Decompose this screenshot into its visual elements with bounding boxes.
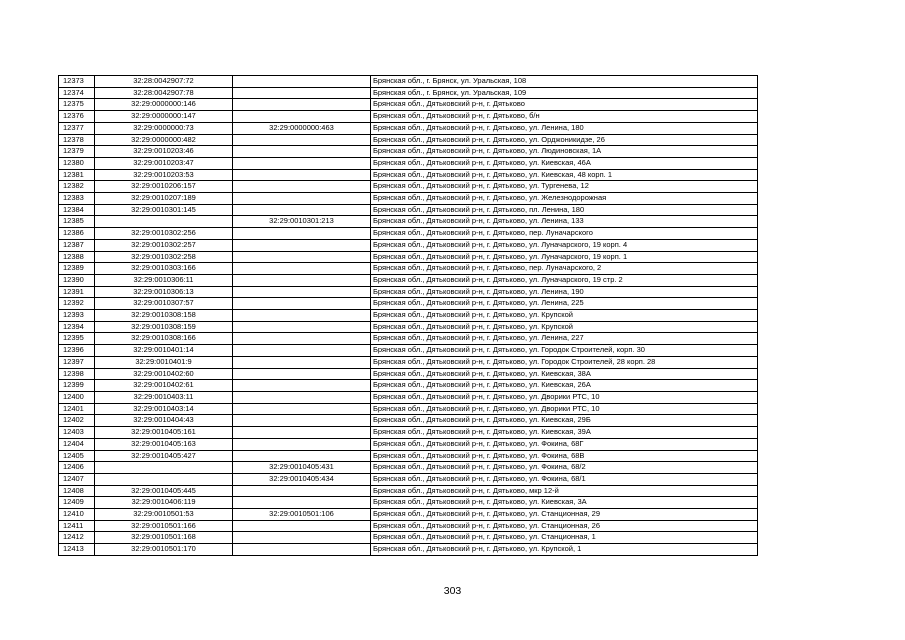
table-row: [59, 391, 758, 403]
address-cell: Брянская обл., Дятьковский р-н, г. Дятьково, ул. Киевская, 46А: [371, 157, 758, 169]
row-id-cell: 12374: [59, 87, 95, 99]
table-row: [59, 239, 758, 251]
row-id-cell: 12392: [59, 298, 95, 310]
address-cell: Брянская обл., Дятьковский р-н, г. Дятьково, ул. Киевская, 38А: [371, 368, 758, 380]
table-row: [59, 403, 758, 415]
table-row: [59, 497, 758, 509]
previous-number-cell: [233, 391, 371, 403]
previous-number-cell: [233, 228, 371, 240]
page-number: 303: [443, 585, 462, 597]
table-row: [59, 204, 758, 216]
previous-number-cell: 32:29:0000000:463: [233, 122, 371, 134]
table-row: [59, 216, 758, 228]
previous-number-cell: 32:29:0010405:434: [233, 473, 371, 485]
table-row: [59, 450, 758, 462]
cadastral-number-cell: 32:29:0010501:170: [95, 544, 233, 556]
row-id-cell: 12387: [59, 239, 95, 251]
address-cell: Брянская обл., Дятьковский р-н, г. Дятьково, ул. Ленина, 133: [371, 216, 758, 228]
row-id-cell: 12379: [59, 146, 95, 158]
table-row: [59, 462, 758, 474]
row-id-cell: 12412: [59, 532, 95, 544]
cadastral-number-cell: 32:28:0042907:72: [95, 76, 233, 88]
row-id-cell: 12380: [59, 157, 95, 169]
address-cell: Брянская обл., Дятьковский р-н, г. Дятьково, ул. Фокина, 68Г: [371, 438, 758, 450]
row-id-cell: 12408: [59, 485, 95, 497]
cadastral-number-cell: 32:29:0010206:157: [95, 181, 233, 193]
table-row: [59, 380, 758, 392]
cadastral-number-cell: [95, 462, 233, 474]
row-id-cell: 12411: [59, 520, 95, 532]
address-cell: Брянская обл., Дятьковский р-н, г. Дятьково, ул. Киевская, 26А: [371, 380, 758, 392]
address-cell: Брянская обл., Дятьковский р-н, г. Дятьково, ул. Дворики РТС, 10: [371, 391, 758, 403]
table-row: [59, 356, 758, 368]
cadastral-number-cell: 32:29:0010302:256: [95, 228, 233, 240]
cadastral-number-cell: 32:29:0010402:61: [95, 380, 233, 392]
previous-number-cell: [233, 485, 371, 497]
table-row: [59, 485, 758, 497]
table-row: [59, 181, 758, 193]
row-id-cell: 12402: [59, 415, 95, 427]
previous-number-cell: [233, 76, 371, 88]
cadastral-number-cell: 32:29:0010303:166: [95, 263, 233, 275]
row-id-cell: 12385: [59, 216, 95, 228]
row-id-cell: 12396: [59, 345, 95, 357]
row-id-cell: 12401: [59, 403, 95, 415]
row-id-cell: 12398: [59, 368, 95, 380]
address-cell: Брянская обл., Дятьковский р-н, г. Дятьково, ул. Киевская, 3А: [371, 497, 758, 509]
previous-number-cell: [233, 111, 371, 123]
previous-number-cell: [233, 380, 371, 392]
row-id-cell: 12404: [59, 438, 95, 450]
cadastral-number-cell: 32:29:0000000:482: [95, 134, 233, 146]
address-cell: Брянская обл., Дятьковский р-н, г. Дятьково, ул. Дворики РТС, 10: [371, 403, 758, 415]
cadastral-number-cell: 32:29:0010203:53: [95, 169, 233, 181]
cadastral-number-cell: 32:29:0010302:258: [95, 251, 233, 263]
row-id-cell: 12376: [59, 111, 95, 123]
cadastral-number-cell: 32:29:0010404:43: [95, 415, 233, 427]
row-id-cell: 12407: [59, 473, 95, 485]
previous-number-cell: [233, 99, 371, 111]
previous-number-cell: [233, 333, 371, 345]
previous-number-cell: [233, 193, 371, 205]
row-id-cell: 12377: [59, 122, 95, 134]
address-cell: Брянская обл., Дятьковский р-н, г. Дятьково, ул. Ленина, 180: [371, 122, 758, 134]
address-cell: Брянская обл., Дятьковский р-н, г. Дятьково, ул. Ленина, 227: [371, 333, 758, 345]
cadastral-number-cell: 32:28:0042907:78: [95, 87, 233, 99]
table-row: [59, 532, 758, 544]
cadastral-number-cell: 32:29:0010405:163: [95, 438, 233, 450]
cadastral-number-cell: 32:29:0010403:14: [95, 403, 233, 415]
address-cell: Брянская обл., Дятьковский р-н, г. Дятьково, ул. Киевская, 48 корп. 1: [371, 169, 758, 181]
address-cell: Брянская обл., Дятьковский р-н, г. Дятьково, ул. Крупской: [371, 310, 758, 322]
cadastral-number-cell: 32:29:0010203:46: [95, 146, 233, 158]
table-row: [59, 509, 758, 521]
table-row: [59, 111, 758, 123]
table-row: [59, 99, 758, 111]
cadastral-number-cell: 32:29:0010403:11: [95, 391, 233, 403]
row-id-cell: 12406: [59, 462, 95, 474]
previous-number-cell: [233, 345, 371, 357]
table-row: [59, 544, 758, 556]
table-row: [59, 427, 758, 439]
table-row: [59, 146, 758, 158]
address-cell: Брянская обл., Дятьковский р-н, г. Дятьково, ул. Городок Строителей, 28 корп. 28: [371, 356, 758, 368]
row-id-cell: 12378: [59, 134, 95, 146]
cadastral-number-cell: 32:29:0010401:14: [95, 345, 233, 357]
previous-number-cell: [233, 403, 371, 415]
address-cell: Брянская обл., Дятьковский р-н, г. Дятьково, ул. Ленина, 190: [371, 286, 758, 298]
row-id-cell: 12409: [59, 497, 95, 509]
table-row: [59, 122, 758, 134]
table-row: [59, 228, 758, 240]
cadastral-number-cell: 32:29:0010301:145: [95, 204, 233, 216]
row-id-cell: 12395: [59, 333, 95, 345]
address-cell: Брянская обл., Дятьковский р-н, г. Дятьково, ул. Железнодорожная: [371, 193, 758, 205]
previous-number-cell: [233, 204, 371, 216]
previous-number-cell: [233, 415, 371, 427]
address-cell: Брянская обл., Дятьковский р-н, г. Дятьково, ул. Луначарского, 19 стр. 2: [371, 274, 758, 286]
address-cell: Брянская обл., Дятьковский р-н, г. Дятьково, ул. Луначарского, 19 корп. 4: [371, 239, 758, 251]
row-id-cell: 12388: [59, 251, 95, 263]
cadastral-number-cell: 32:29:0010308:158: [95, 310, 233, 322]
cadastral-number-cell: 32:29:0010302:257: [95, 239, 233, 251]
previous-number-cell: [233, 427, 371, 439]
cadastral-number-cell: 32:29:0010308:159: [95, 321, 233, 333]
address-cell: Брянская обл., Дятьковский р-н, г. Дятьково: [371, 99, 758, 111]
previous-number-cell: [233, 298, 371, 310]
address-cell: Брянская обл., Дятьковский р-н, г. Дятьково, ул. Орджоникидзе, 26: [371, 134, 758, 146]
previous-number-cell: [233, 368, 371, 380]
address-cell: Брянская обл., Дятьковский р-н, г. Дятьково, пер. Луначарского, 2: [371, 263, 758, 275]
table-row: [59, 87, 758, 99]
table-row: [59, 345, 758, 357]
address-cell: Брянская обл., Дятьковский р-н, г. Дятьково, ул. Городок Строителей, корп. 30: [371, 345, 758, 357]
table-row: [59, 368, 758, 380]
cadastral-number-cell: 32:29:0010405:161: [95, 427, 233, 439]
row-id-cell: 12393: [59, 310, 95, 322]
cadastral-number-cell: 32:29:0000000:147: [95, 111, 233, 123]
address-cell: Брянская обл., Дятьковский р-н, г. Дятьково, ул. Луначарского, 19 корп. 1: [371, 251, 758, 263]
table-row: [59, 321, 758, 333]
cadastral-number-cell: 32:29:0010405:427: [95, 450, 233, 462]
row-id-cell: 12403: [59, 427, 95, 439]
cadastral-number-cell: 32:29:0010501:166: [95, 520, 233, 532]
table-row: [59, 415, 758, 427]
previous-number-cell: [233, 544, 371, 556]
address-cell: Брянская обл., Дятьковский р-н, г. Дятьково, ул. Фокина, 68/2: [371, 462, 758, 474]
cadastral-number-cell: 32:29:0000000:73: [95, 122, 233, 134]
address-cell: Брянская обл., Дятьковский р-н, г. Дятьково, ул. Станционная, 1: [371, 532, 758, 544]
address-cell: Брянская обл., Дятьковский р-н, г. Дятьково, ул. Тургенева, 12: [371, 181, 758, 193]
previous-number-cell: [233, 497, 371, 509]
table-row: [59, 169, 758, 181]
previous-number-cell: [233, 520, 371, 532]
table-row: [59, 157, 758, 169]
table-row: [59, 438, 758, 450]
previous-number-cell: 32:29:0010405:431: [233, 462, 371, 474]
row-id-cell: 12375: [59, 99, 95, 111]
row-id-cell: 12373: [59, 76, 95, 88]
address-cell: Брянская обл., Дятьковский р-н, г. Дятьково, ул. Людиновская, 1А: [371, 146, 758, 158]
previous-number-cell: [233, 310, 371, 322]
cadastral-number-cell: [95, 216, 233, 228]
address-cell: Брянская обл., Дятьковский р-н, г. Дятьково, ул. Крупской: [371, 321, 758, 333]
cadastral-number-cell: 32:29:0010306:13: [95, 286, 233, 298]
cadastral-number-cell: 32:29:0010402:60: [95, 368, 233, 380]
address-cell: Брянская обл., Дятьковский р-н, г. Дятьково, ул. Фокина, 68/1: [371, 473, 758, 485]
address-cell: Брянская обл., Дятьковский р-н, г. Дятьково, ул. Крупской, 1: [371, 544, 758, 556]
row-id-cell: 12405: [59, 450, 95, 462]
row-id-cell: 12391: [59, 286, 95, 298]
previous-number-cell: 32:29:0010301:213: [233, 216, 371, 228]
cadastral-number-cell: 32:29:0010401:9: [95, 356, 233, 368]
cadastral-number-cell: 32:29:0010207:189: [95, 193, 233, 205]
table-row: [59, 333, 758, 345]
previous-number-cell: [233, 239, 371, 251]
previous-number-cell: 32:29:0010501:106: [233, 509, 371, 521]
row-id-cell: 12413: [59, 544, 95, 556]
address-cell: Брянская обл., Дятьковский р-н, г. Дятьково, ул. Ленина, 225: [371, 298, 758, 310]
cadastral-number-cell: 32:29:0010307:57: [95, 298, 233, 310]
cadastral-number-cell: 32:29:0010308:166: [95, 333, 233, 345]
previous-number-cell: [233, 181, 371, 193]
address-cell: Брянская обл., Дятьковский р-н, г. Дятьково, ул. Станционная, 26: [371, 520, 758, 532]
row-id-cell: 12399: [59, 380, 95, 392]
previous-number-cell: [233, 134, 371, 146]
previous-number-cell: [233, 321, 371, 333]
registry-table-body: [59, 76, 758, 556]
row-id-cell: 12383: [59, 193, 95, 205]
address-cell: Брянская обл., Дятьковский р-н, г. Дятьково, ул. Киевская, 39А: [371, 427, 758, 439]
address-cell: Брянская обл., г. Брянск, ул. Уральская, 108: [371, 76, 758, 88]
table-row: [59, 310, 758, 322]
address-cell: Брянская обл., Дятьковский р-н, г. Дятьково, ул. Киевская, 29Б: [371, 415, 758, 427]
address-cell: Брянская обл., Дятьковский р-н, г. Дятьково, пер. Луначарского: [371, 228, 758, 240]
address-cell: Брянская обл., Дятьковский р-н, г. Дятьково, б/н: [371, 111, 758, 123]
row-id-cell: 12386: [59, 228, 95, 240]
previous-number-cell: [233, 286, 371, 298]
address-cell: Брянская обл., Дятьковский р-н, г. Дятьково, ул. Станционная, 29: [371, 509, 758, 521]
row-id-cell: 12382: [59, 181, 95, 193]
table-row: [59, 263, 758, 275]
row-id-cell: 12394: [59, 321, 95, 333]
table-row: [59, 251, 758, 263]
row-id-cell: 12410: [59, 509, 95, 521]
cadastral-number-cell: 32:29:0010306:11: [95, 274, 233, 286]
table-row: [59, 193, 758, 205]
cadastral-number-cell: [95, 473, 233, 485]
row-id-cell: 12400: [59, 391, 95, 403]
previous-number-cell: [233, 263, 371, 275]
table-row: [59, 520, 758, 532]
table-row: [59, 76, 758, 88]
cadastral-number-cell: 32:29:0010501:53: [95, 509, 233, 521]
previous-number-cell: [233, 146, 371, 158]
table-row: [59, 274, 758, 286]
previous-number-cell: [233, 87, 371, 99]
row-id-cell: 12384: [59, 204, 95, 216]
address-cell: Брянская обл., Дятьковский р-н, г. Дятьково, пл. Ленина, 180: [371, 204, 758, 216]
table-row: [59, 286, 758, 298]
cadastral-number-cell: 32:29:0000000:146: [95, 99, 233, 111]
previous-number-cell: [233, 438, 371, 450]
row-id-cell: 12381: [59, 169, 95, 181]
table-row: [59, 134, 758, 146]
row-id-cell: 12397: [59, 356, 95, 368]
previous-number-cell: [233, 450, 371, 462]
cadastral-number-cell: 32:29:0010203:47: [95, 157, 233, 169]
previous-number-cell: [233, 274, 371, 286]
previous-number-cell: [233, 251, 371, 263]
address-cell: Брянская обл., Дятьковский р-н, г. Дятьково, ул. Фокина, 68В: [371, 450, 758, 462]
previous-number-cell: [233, 169, 371, 181]
address-cell: Брянская обл., г. Брянск, ул. Уральская, 109: [371, 87, 758, 99]
row-id-cell: 12389: [59, 263, 95, 275]
previous-number-cell: [233, 157, 371, 169]
cadastral-number-cell: 32:29:0010501:168: [95, 532, 233, 544]
row-id-cell: 12390: [59, 274, 95, 286]
previous-number-cell: [233, 532, 371, 544]
cadastral-number-cell: 32:29:0010406:119: [95, 497, 233, 509]
table-row: [59, 298, 758, 310]
table-row: [59, 473, 758, 485]
cadastral-number-cell: 32:29:0010405:445: [95, 485, 233, 497]
previous-number-cell: [233, 356, 371, 368]
registry-table: [58, 75, 758, 556]
address-cell: Брянская обл., Дятьковский р-н, г. Дятьково, мкр 12-й: [371, 485, 758, 497]
